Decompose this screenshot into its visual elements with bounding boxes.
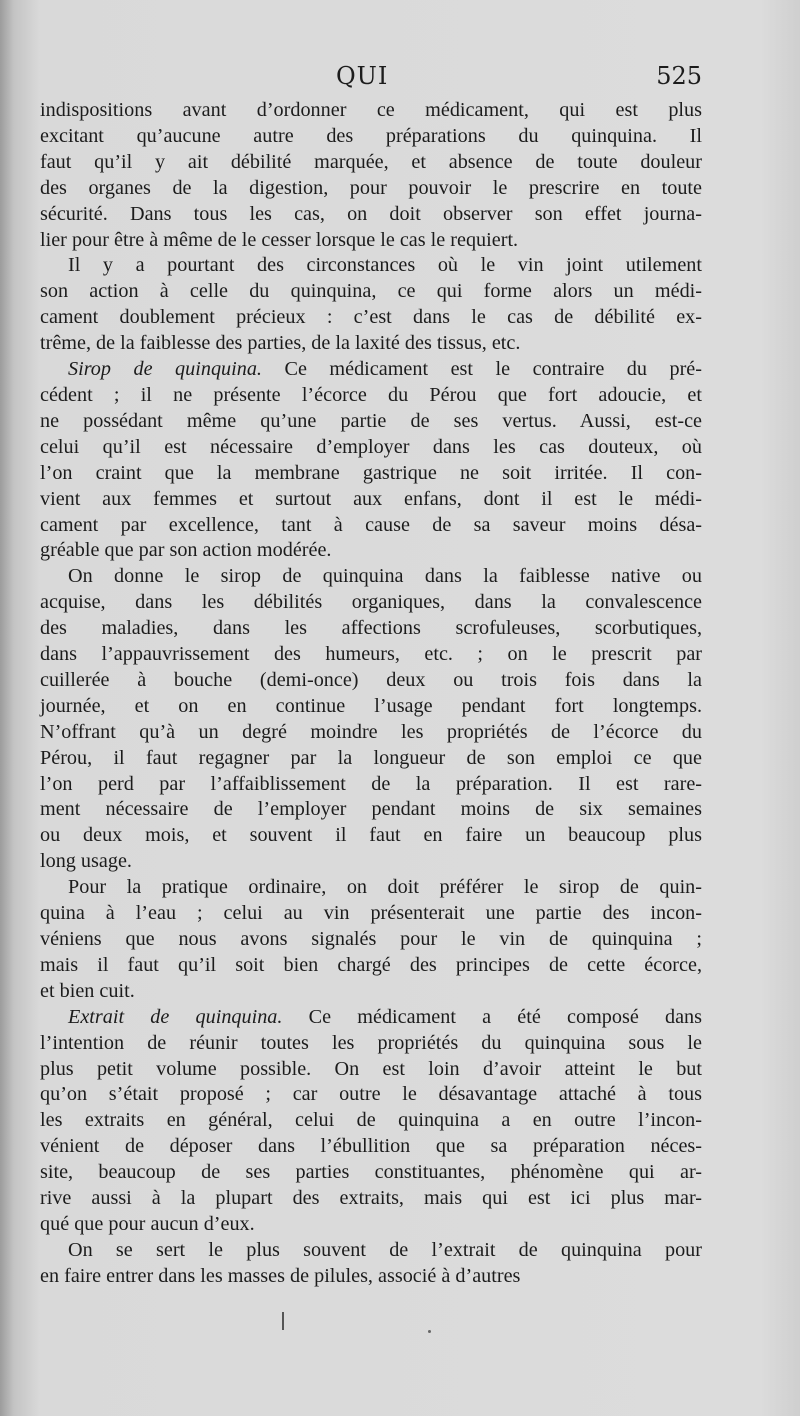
line-text: plus petit volume possible. On est loin d’avoir atteint le but bbox=[40, 1057, 702, 1080]
text-line bbox=[40, 357, 702, 383]
line-text: gréable que par son action modérée. bbox=[40, 539, 332, 562]
line-text: dans l’appauvrissement des humeurs, etc. ; on le prescrit par bbox=[40, 643, 702, 666]
text-line bbox=[40, 823, 702, 849]
text-line bbox=[40, 409, 702, 435]
paragraph-p4 bbox=[40, 564, 702, 875]
text-line bbox=[40, 202, 702, 228]
text-line bbox=[40, 1212, 702, 1238]
text-line bbox=[40, 875, 702, 901]
text-line bbox=[40, 1031, 702, 1057]
line-text: long usage. bbox=[40, 850, 132, 873]
line-text: les extraits en général, celui de quinquina a en outre l’incon- bbox=[40, 1109, 702, 1132]
line-text: véniens que nous avons signalés pour le vin de quinquina ; bbox=[40, 928, 702, 950]
print-speck bbox=[428, 1330, 431, 1333]
text-line bbox=[40, 331, 702, 357]
paragraph-p3 bbox=[40, 357, 702, 564]
line-text: cament doublement précieux : c’est dans le cas de débilité ex- bbox=[40, 306, 702, 329]
text-line bbox=[40, 642, 702, 668]
line-text: qué que pour aucun d’eux. bbox=[40, 1212, 255, 1235]
line-text: l’on craint que la membrane gastrique ne soit irritée. Il con- bbox=[40, 461, 702, 484]
line-text: faut qu’il y ait débilité marquée, et absence de toute douleur bbox=[40, 150, 702, 173]
line-text: vénient de déposer dans l’ébullition que sa préparation néces- bbox=[40, 1135, 702, 1158]
text-line bbox=[40, 176, 702, 202]
text-line bbox=[40, 1082, 702, 1108]
text-line bbox=[40, 1238, 702, 1264]
text-line bbox=[40, 124, 702, 150]
line-text: cuillerée à bouche (demi-once) deux ou trois fois dans la bbox=[40, 668, 702, 691]
text-line bbox=[40, 98, 702, 124]
text-line bbox=[40, 1057, 702, 1083]
line-text: On donne le sirop de quinquina dans la faiblesse native ou bbox=[68, 565, 702, 588]
text-line bbox=[40, 1160, 702, 1186]
text-line bbox=[40, 383, 702, 409]
line-text: journée, et on en continue l’usage pendant fort longtemps. bbox=[40, 694, 702, 717]
line-text: cament par excellence, tant à cause de sa saveur moins désa- bbox=[40, 513, 702, 536]
text-line bbox=[40, 746, 702, 772]
section-heading: Sirop de quinquina. bbox=[68, 358, 262, 381]
line-text: trême, de la faiblesse des parties, de la laxité des tissus, etc. bbox=[40, 332, 521, 355]
text-line bbox=[40, 487, 702, 513]
text-line bbox=[40, 720, 702, 746]
text-line bbox=[40, 927, 702, 953]
text-line bbox=[40, 1108, 702, 1134]
line-text: Il y a pourtant des circonstances où le vin joint utilement bbox=[68, 254, 702, 277]
text-line bbox=[40, 538, 702, 564]
text-line bbox=[40, 590, 702, 616]
line-text: l’intention de réunir toutes les propriétés du quinquina sous le bbox=[40, 1031, 702, 1054]
line-text: lier pour être à même de le cesser lorsque le cas le requiert. bbox=[40, 228, 519, 251]
text-line bbox=[40, 1005, 702, 1031]
paragraph-p1 bbox=[40, 98, 702, 253]
paragraph-p5 bbox=[40, 875, 702, 1005]
line-text: Ce médicament est le contraire du pré- bbox=[261, 358, 702, 381]
text-line bbox=[40, 694, 702, 720]
line-text: quina à l’eau ; celui au vin présenterait une partie des incon- bbox=[40, 902, 702, 925]
line-text: sécurité. Dans tous les cas, on doit observer son effet journa- bbox=[40, 202, 702, 225]
text-line bbox=[40, 953, 702, 979]
line-text: ne possédant même qu’une partie de ses vertus. Aussi, est-ce bbox=[40, 409, 702, 432]
text-line bbox=[40, 1134, 702, 1160]
text-line bbox=[40, 616, 702, 642]
line-text: Pour la pratique ordinaire, on doit préférer le sirop de quin- bbox=[68, 876, 702, 899]
line-text: indispositions avant d’ordonner ce médicament, qui est plus bbox=[40, 99, 702, 121]
print-mark bbox=[282, 1312, 284, 1330]
text-line bbox=[40, 150, 702, 176]
text-line bbox=[40, 979, 702, 1005]
line-text: celui qu’il est nécessaire d’employer dans les cas douteux, où bbox=[40, 435, 702, 458]
text-line bbox=[40, 772, 702, 798]
page-header bbox=[40, 62, 702, 96]
text-line bbox=[40, 305, 702, 331]
text-line bbox=[40, 513, 702, 539]
line-text: rive aussi à la plupart des extraits, mais qui est ici plus mar- bbox=[40, 1187, 702, 1210]
line-text: N’offrant qu’à un degré moindre les propriétés de l’écorce du bbox=[40, 720, 702, 743]
text-line bbox=[40, 797, 702, 823]
paragraph-p7 bbox=[40, 1238, 702, 1290]
text-line bbox=[40, 435, 702, 461]
text-line bbox=[40, 849, 702, 875]
line-text: site, beaucoup de ses parties constituantes, phénomène qui ar- bbox=[40, 1161, 702, 1184]
line-text: qu’on s’était proposé ; car outre le désavantage attaché à tous bbox=[40, 1083, 702, 1106]
line-text: excitant qu’aucune autre des préparations du quinquina. Il bbox=[40, 124, 702, 147]
line-text: cédent ; il ne présente l’écorce du Pérou que fort adoucie, et bbox=[40, 383, 702, 406]
line-text: des maladies, dans les affections scrofuleuses, scorbutiques, bbox=[40, 617, 702, 640]
body-text bbox=[40, 98, 702, 1290]
running-head: QUI bbox=[336, 62, 389, 90]
line-text: l’on perd par l’affaiblissement de la préparation. Il est rare- bbox=[40, 772, 702, 795]
line-text: vient aux femmes et surtout aux enfans, dont il est le médi- bbox=[40, 487, 702, 510]
line-text: On se sert le plus souvent de l’extrait de quinquina pour bbox=[68, 1238, 702, 1261]
text-line bbox=[40, 279, 702, 305]
line-text: Pérou, il faut regagner par la longueur de son emploi ce que bbox=[40, 746, 702, 769]
page-number: 525 bbox=[656, 62, 702, 90]
line-text: acquise, dans les débilités organiques, dans la convalescence bbox=[40, 591, 702, 614]
text-line bbox=[40, 253, 702, 279]
text-line bbox=[40, 564, 702, 590]
line-text: ment nécessaire de l’employer pendant moins de six semaines bbox=[40, 798, 702, 821]
text-line bbox=[40, 668, 702, 694]
line-text: ou deux mois, et souvent il faut en faire un beaucoup plus bbox=[40, 824, 702, 847]
paragraph-p2 bbox=[40, 253, 702, 357]
line-text: des organes de la digestion, pour pouvoir le prescrire en toute bbox=[40, 176, 702, 199]
section-heading: Extrait de quinquina. bbox=[68, 1005, 283, 1028]
text-line bbox=[40, 461, 702, 487]
line-text: son action à celle du quinquina, ce qui forme alors un médi- bbox=[40, 280, 702, 303]
text-line bbox=[40, 228, 702, 254]
paragraph-p6 bbox=[40, 1005, 702, 1238]
text-line bbox=[40, 901, 702, 927]
text-line bbox=[40, 1264, 702, 1290]
line-text: en faire entrer dans les masses de pilules, associé à d’autres bbox=[40, 1264, 521, 1287]
line-text: et bien cuit. bbox=[40, 979, 135, 1002]
text-line bbox=[40, 1186, 702, 1212]
line-text: Ce médicament a été composé dans bbox=[282, 1005, 702, 1028]
line-text: mais il faut qu’il soit bien chargé des principes de cette écorce, bbox=[40, 953, 702, 976]
